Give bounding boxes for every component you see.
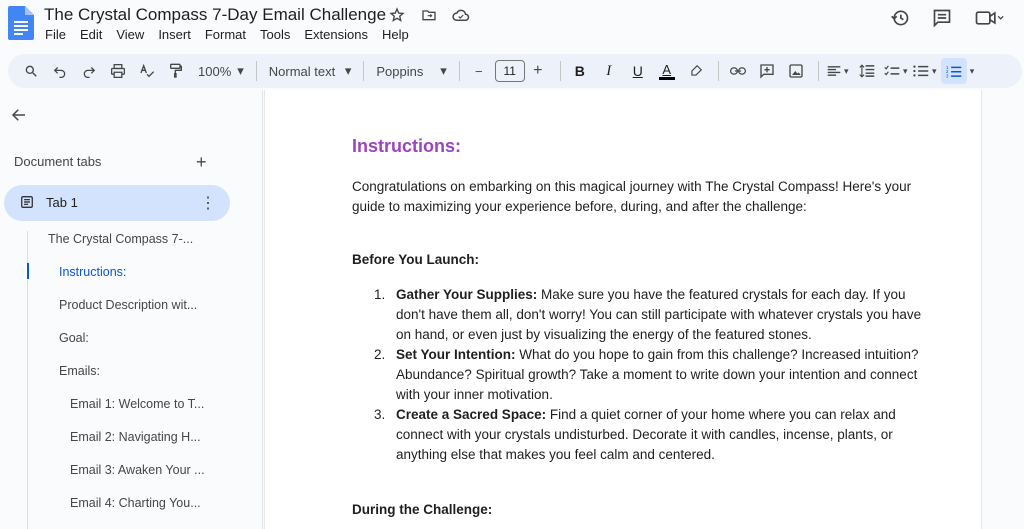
list-item-title: Set Your Intention: (396, 347, 516, 362)
insert-link-icon[interactable] (725, 58, 751, 84)
list-number: 3. (374, 407, 386, 422)
print-icon[interactable] (105, 58, 131, 84)
italic-button[interactable]: I (606, 62, 612, 79)
align-left-icon[interactable]: ▾ (825, 58, 851, 84)
list-item-text: Find a quiet corner of your home where you can relax and connect with your crystals undisturbed. Decorate it with candles, incense, plants, or anything else that makes you feel calm and centered. (396, 407, 896, 462)
zoom-value: 100% (198, 63, 232, 79)
document-tabs-label: Document tabs (14, 154, 102, 169)
document-title[interactable]: The Crystal Compass 7-Day Email Challenge (44, 5, 387, 24)
line-spacing-icon[interactable] (854, 58, 880, 84)
chevron-down-icon[interactable]: ▾ (969, 65, 975, 76)
document-page[interactable] (264, 90, 982, 529)
decrease-font-size-button[interactable]: − (474, 63, 483, 79)
list-item (352, 345, 932, 405)
increase-font-size-button[interactable]: + (533, 62, 543, 79)
document-outline-sidebar (0, 90, 262, 529)
list-item (352, 285, 932, 345)
formatting-toolbar (8, 54, 1022, 88)
outline-item[interactable]: Emails: (59, 364, 100, 378)
add-tab-button[interactable]: + (196, 152, 207, 172)
zoom-select[interactable] (192, 58, 250, 84)
undo-icon[interactable] (47, 58, 73, 84)
before-launch-heading: Before You Launch: (352, 252, 480, 267)
highlight-icon[interactable] (683, 58, 709, 84)
bulleted-list-icon[interactable]: ▾ (912, 58, 938, 84)
menu-bar (38, 27, 416, 42)
toolbar-divider (363, 61, 364, 81)
version-history-icon[interactable] (890, 8, 910, 28)
svg-text:3: 3 (945, 73, 949, 78)
list-item-title: Gather Your Supplies: (396, 287, 538, 302)
text-color-letter: A (662, 61, 672, 77)
list-item-text: What do you hope to gain from this challenge? Increased intuition? Abundance? Spiritual growth? Take a moment to write down your intention and connect with your inner motivation. (396, 347, 919, 402)
style-select[interactable] (263, 58, 358, 84)
toolbar-divider (560, 61, 561, 81)
underline-button[interactable]: U (632, 63, 643, 79)
list-item-text: Make sure you have the featured crystals for each day. If you don't have them all, don't worry! You can still participate with whatever crystals you have on hand, or even just by visualizing the energy of the featured stones. (396, 287, 922, 342)
chevron-down-icon: ▾ (341, 63, 352, 78)
spellcheck-icon[interactable] (134, 58, 160, 84)
chevron-down-icon: ▾ (429, 63, 447, 78)
list-number: 1. (374, 287, 386, 302)
redo-icon[interactable] (76, 58, 102, 84)
menu-format[interactable]: Format (204, 27, 246, 42)
list-number: 2. (374, 347, 386, 362)
outline-item-active[interactable]: Instructions: (59, 265, 127, 279)
back-arrow-icon[interactable] (10, 106, 28, 129)
outline-item[interactable]: Email 1: Welcome to T... (70, 397, 205, 411)
outline-item[interactable]: Email 2: Navigating H... (70, 430, 201, 444)
menu-file[interactable]: File (45, 27, 66, 42)
paint-format-icon[interactable] (163, 58, 189, 84)
toolbar-divider (256, 61, 257, 81)
menu-tools[interactable]: Tools (260, 27, 291, 42)
menu-view[interactable]: View (116, 27, 145, 42)
tab-label: Tab 1 (46, 195, 78, 210)
title-bar (0, 0, 1024, 50)
document-tab-icon (20, 195, 34, 214)
numbered-list (352, 285, 932, 465)
font-select[interactable] (370, 58, 452, 84)
move-folder-icon[interactable] (418, 4, 440, 26)
menu-help[interactable]: Help (381, 27, 409, 42)
menu-extensions[interactable]: Extensions (304, 27, 368, 42)
docs-logo-icon[interactable] (8, 6, 34, 40)
comments-icon[interactable] (932, 8, 952, 28)
list-item (352, 405, 932, 465)
numbered-list-icon[interactable] (941, 58, 967, 84)
svg-text:2: 2 (945, 69, 949, 75)
font-value: Poppins (376, 63, 424, 79)
more-options-icon[interactable]: ⋮ (200, 195, 216, 212)
cloud-status-icon[interactable] (450, 4, 472, 26)
tab-1[interactable] (4, 185, 230, 221)
style-value: Normal text (268, 63, 336, 79)
text-color-button[interactable] (654, 58, 680, 84)
toolbar-divider (718, 61, 719, 81)
search-menus-icon[interactable] (18, 58, 44, 84)
outline-item[interactable]: Email 3: Awaken Your ... (70, 463, 205, 477)
menu-edit[interactable]: Edit (79, 27, 103, 42)
toolbar-divider (818, 61, 819, 81)
menu-insert[interactable]: Insert (158, 27, 191, 42)
add-comment-icon[interactable] (754, 58, 780, 84)
list-item-title: Create a Sacred Space: (396, 407, 547, 422)
outline-item[interactable]: Product Description wit... (59, 298, 198, 312)
text-color-bar (659, 77, 675, 80)
sidebar-divider (262, 90, 263, 529)
chevron-down-icon: ▾ (237, 63, 244, 78)
font-size-input[interactable]: 11 (495, 60, 525, 82)
outline-item[interactable]: Goal: (59, 331, 89, 345)
intro-paragraph: Congratulations on embarking on this magical journey with The Crystal Compass! Here's your guide to maximizing your experience before, during, and after the challenge: (352, 179, 912, 214)
bold-button[interactable]: B (574, 63, 585, 79)
star-icon[interactable] (386, 4, 408, 26)
checklist-icon[interactable]: ▾ (883, 58, 909, 84)
svg-text:1: 1 (945, 64, 949, 70)
active-outline-marker (27, 263, 29, 279)
during-challenge-heading: During the Challenge: (352, 502, 493, 517)
outline-item[interactable]: The Crystal Compass 7-... (48, 232, 194, 246)
instructions-heading: Instructions: (352, 136, 462, 156)
outline-item[interactable]: Email 4: Charting You... (70, 496, 201, 510)
meet-call-icon[interactable] (974, 8, 1004, 28)
toolbar-divider (459, 61, 460, 81)
insert-image-icon[interactable] (783, 58, 809, 84)
